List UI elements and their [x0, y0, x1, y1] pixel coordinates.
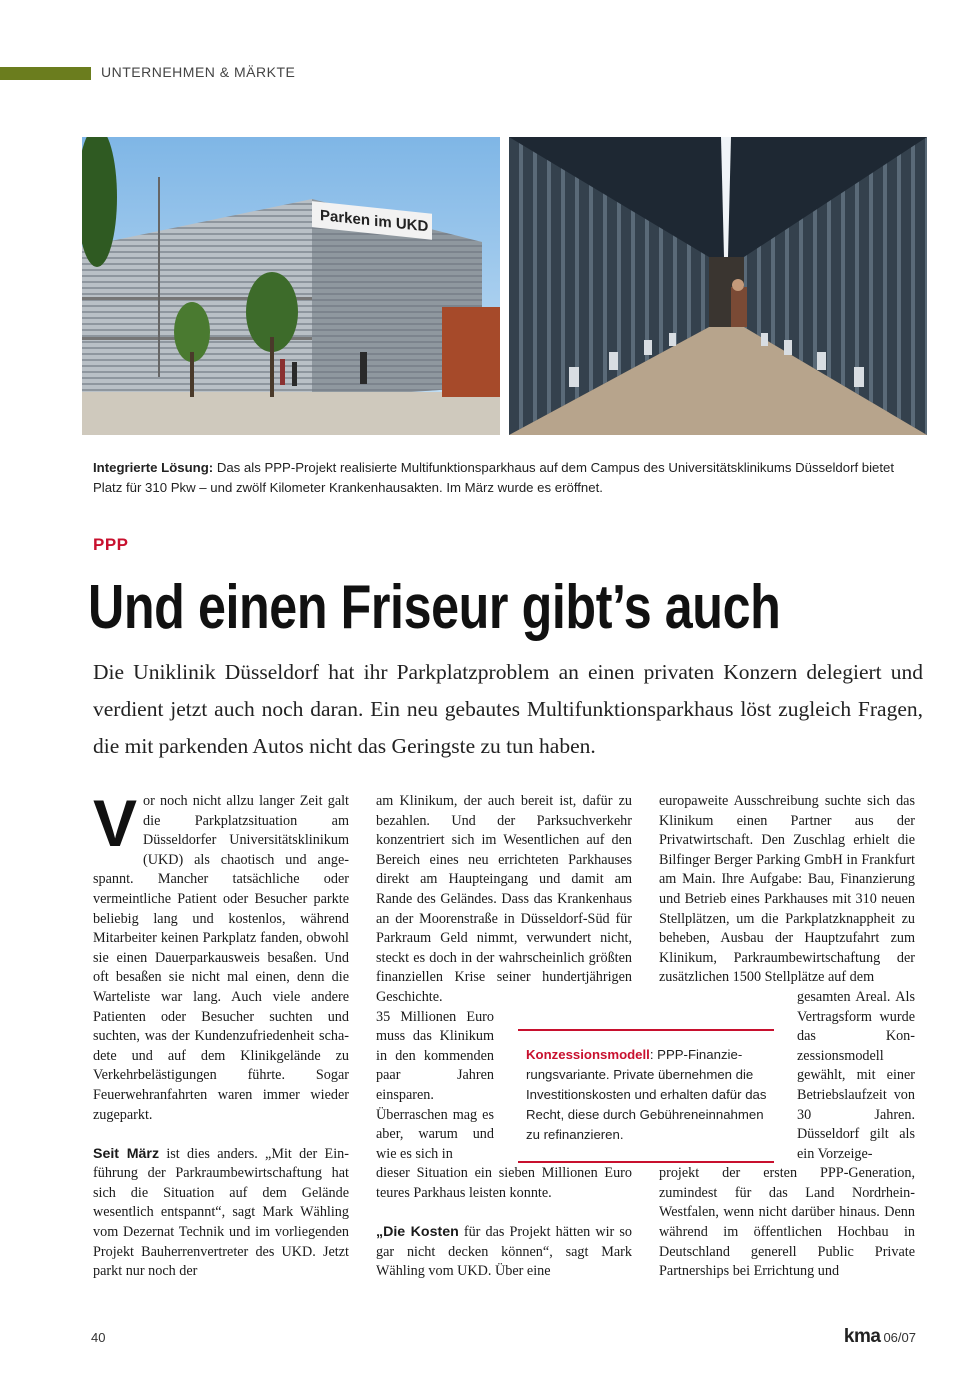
photo-archive-corridor [509, 137, 927, 435]
col3-paragraph-2: gesamten Areal. Als Vertragsform wurde das Konzessionsmodell gewählt, mit einer Betriebslaufzeit von 30 Jahren. Düsseldorf gilt als ein Vorzeige- [797, 988, 915, 1162]
info-box-text: : PPP-Finanzierungsvariante. Private übernehmen die Investitionskosten und erhalten dafür das Recht, diese durch Gebühreneinnahmen zu refinanzieren. [526, 1047, 767, 1142]
col3-paragraph-3: projekt der ersten PPP-Generation, zumindest für das Land Nordrhein-Westfalen, wenn nicht darüber hinaus. Denn während im öffentlichen Hochbau in Deutschland generell Public Private Partnerships bei Errichtung und [659, 1165, 915, 1280]
article-lead: Die Uniklinik Düsseldorf hat ihr Parkplatzproblem an einen privaten Konzern delegiert und verdient jetzt auch noch daran. Ein neu gebautes Multifunktionsparkhaus löst zugleich Fragen, die mit parkenden Autos nicht das Geringste zu tun haben. [93, 660, 923, 758]
col2-paragraph-3: dieser Situation ein sieben Millionen Euro teures Parkhaus leisten konnte. [376, 1165, 632, 1201]
page-number: 40 [91, 1330, 106, 1345]
magazine-brand [844, 1326, 916, 1348]
col1-paragraph-2: ist dies anders. „Mit der Einführung der Parkraumbewirtschaftung hat sich die Situation auf dem Gelände wesentlich entspannt“, sagt Mark Wähling vom Dezernat Technik und im vorliegenden Projekt Bauherrenvertreter des UKD. Jetzt parkt nur noch der [93, 1145, 349, 1280]
issue-number: 06/07 [883, 1330, 916, 1345]
col2-paragraph-4-leadin: „Die Kosten [376, 1224, 459, 1241]
parking-garage-exterior-image [82, 137, 500, 435]
archive-corridor-image [509, 137, 927, 435]
col2-paragraph-2: 35 Millionen Euro muss das Klinikum in den kommenden paar Jahren einsparen. Überraschen mag es aber, warum und wie es sich in [376, 1008, 494, 1162]
col2-paragraph-1: am Klinikum, der auch bereit ist, dafür zu bezahlen. Und der Parksuchverkehr konzentriert sich im Wesentlichen auf den Bereich eines neu errichteten Parkhauses direkt am Haupteingang und damit am Rande des Geländes. Dass das Krankenhaus an der Moorenstraße in Düsseldorf-Süd für Parkraum Geld nimmt, verwundert nicht, steckt es doch in der wahrscheinlich größten finanziellen Krise seiner hundertjährigen Geschichte. [376, 793, 632, 1005]
caption-label: Integrierte Lösung: [93, 460, 214, 475]
photo-caption [93, 458, 923, 498]
garage-sign-text: Parken im UKD [320, 207, 429, 236]
brand-logo: kma [843, 1326, 881, 1347]
info-box-konzessionsmodell [518, 1029, 774, 1163]
section-color-bar [0, 67, 91, 80]
article-headline: Und einen Friseur gibt’s auch [88, 573, 781, 642]
section-label: UNTERNEHMEN & MÄRKTE [101, 64, 296, 80]
caption-text: Das als PPP-Projekt realisierte Multifunktionsparkhaus auf dem Campus des Universitätsklinikums Düsseldorf bietet Platz für 310 Pkw – und zwölf Kilometer Krankenhausakten. Im März wurde es eröffnet. [93, 460, 895, 495]
article-kicker: PPP [93, 535, 129, 554]
drop-cap: V [93, 786, 138, 860]
col1-paragraph-2-leadin: Seit März [93, 1145, 160, 1162]
article-column-1 [93, 786, 349, 1282]
col1-paragraph-1: or noch nicht allzu langer Zeit galt die Parkplatzsituation am Düsseldorfer Universitätsklinikum (UKD) als chaotisch und angespannt. Mancher tatsächliche oder vermeintliche Patient oder Besucher parkte beliebig lang und kostenlos, während Mitarbeiter keinen Parkplatz fanden, obwohl sie einen Dauerparkausweis besaßen. Und oft besaßen sie nicht mal einen, denn die Warteliste war lang. Auch viele andere Patienten oder Besucher suchten und suchten, was der Kundenzufriedenheit schadete und auf dem Klinikgelände zu Verkehrbelästigungen führte. Sogar Feuerwehranfahrten waren immer wieder zugeparkt. [93, 793, 349, 1123]
col3-paragraph-1: europaweite Ausschreibung suchte sich das Klinikum einen Partner aus der Privatwirtschaft. Den Zuschlag erhielt die Bilfinger Berger Parking GmbH in Frankfurt am Main. Ihre Aufgabe: Bau, Finanzierung und Betrieb eines Parkhauses mit 310 neuen Stellplätzen, um die Parkplatzknappheit zu beheben, Ausbau der Hauptzufahrt zum Klinikum, Parkraumbewirtschaftung der zusätzlichen 1500 Stellplätze auf dem [659, 793, 915, 986]
col2-paragraph-4: für das Projekt hätten wir so gar nicht decken können“, sagt Mark Wähling vom UKD. Über eine [376, 1224, 632, 1280]
info-box-term: Konzessionsmodell [526, 1047, 650, 1062]
photo-parking-garage-exterior [82, 137, 500, 435]
